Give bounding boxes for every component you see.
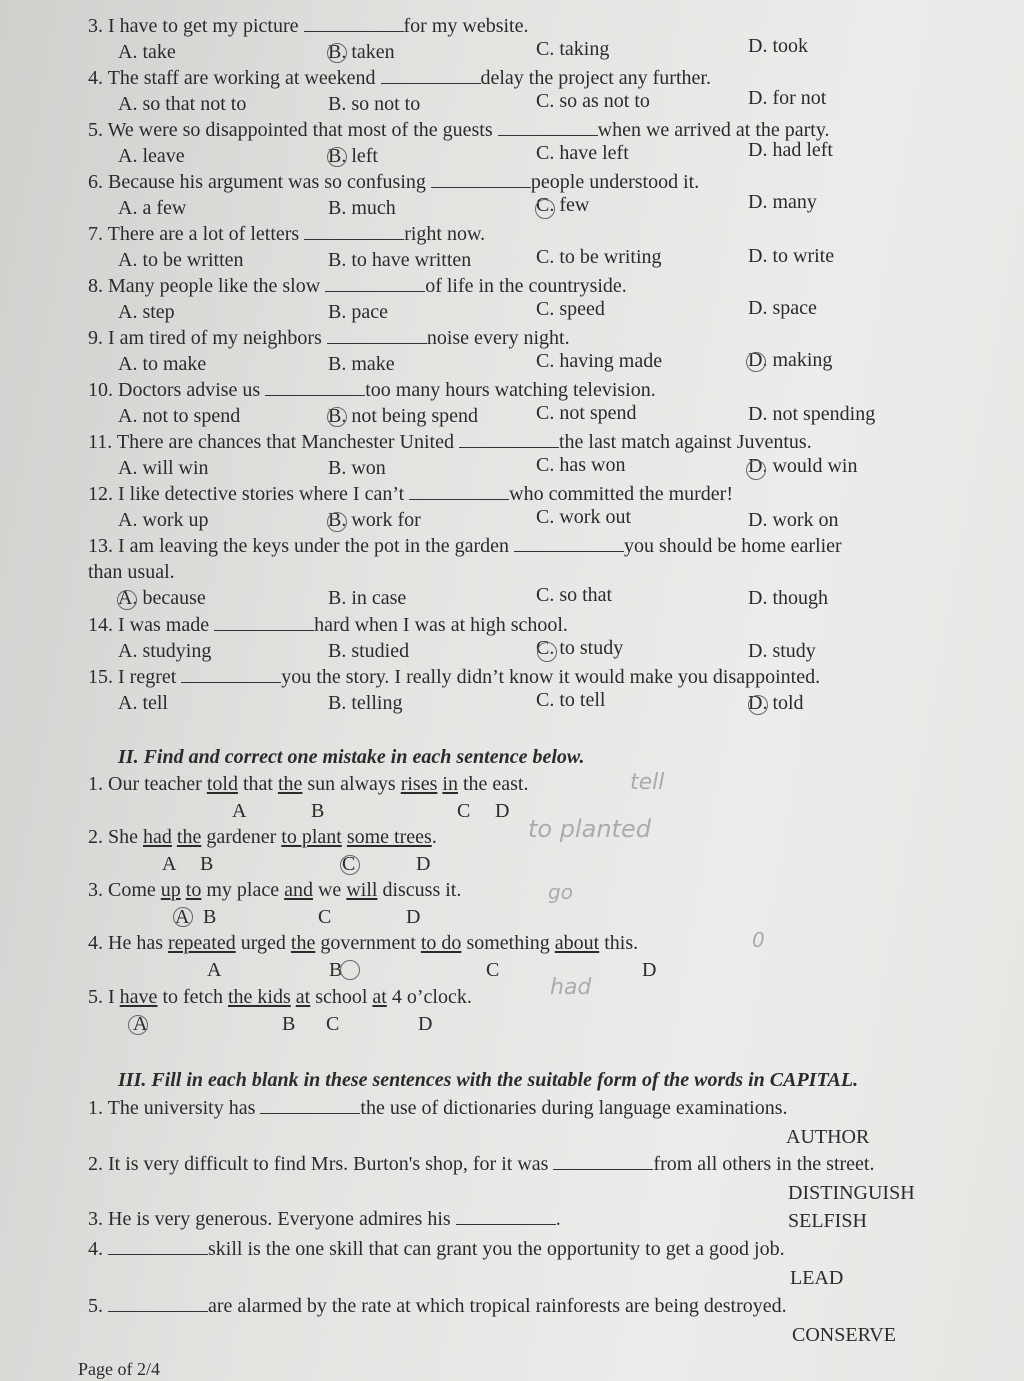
question-stem <box>88 430 812 454</box>
question-stem <box>88 482 733 506</box>
question-number: 5. <box>88 986 103 1008</box>
option-d[interactable]: D. not spending <box>748 403 876 425</box>
sentence-text: sun always <box>307 773 396 795</box>
answer-blank[interactable] <box>265 379 365 396</box>
question-text: I am leaving the keys under the pot in the garden <box>118 535 509 557</box>
underlined-part-d: about <box>554 932 600 954</box>
answer-blank[interactable] <box>108 1295 208 1312</box>
answer-mark-circle <box>340 960 360 980</box>
option-label-c[interactable]: C <box>486 959 500 981</box>
question-number: 14. <box>88 614 113 636</box>
answer-mark-circle <box>537 642 557 662</box>
option-d[interactable]: D. making <box>748 349 833 371</box>
question-stem <box>88 378 656 402</box>
answer-blank[interactable] <box>381 67 481 84</box>
sentence-text: Our teacher <box>108 773 202 795</box>
fill-sentence <box>88 1096 788 1120</box>
question-text: There are a lot of letters <box>107 223 300 245</box>
question-text: Many people like the slow <box>108 275 321 297</box>
handwritten-note: go <box>548 880 573 904</box>
option-label-b[interactable]: B <box>200 853 214 875</box>
underlined-part-d: at <box>372 986 387 1008</box>
question-text: right now. <box>404 223 486 245</box>
option-label-b[interactable]: B <box>203 906 217 928</box>
underlined-part-d: in <box>442 773 458 795</box>
option-c[interactable]: C. taking <box>536 38 610 60</box>
answer-blank[interactable] <box>304 223 404 240</box>
question-number: 9. <box>88 327 103 349</box>
sentence-text: skill is the one skill that can grant you the opportunity to get a good job. <box>208 1238 785 1260</box>
answer-mark-circle <box>746 460 766 480</box>
question-text: the last match against Juventus. <box>558 431 812 453</box>
option-c[interactable]: C. speed <box>536 298 605 320</box>
sentence-text: the east. <box>462 773 529 795</box>
question-stem <box>88 326 570 350</box>
question-text: people understood it. <box>530 171 700 193</box>
answer-mark-circle <box>327 43 347 63</box>
option-c[interactable]: C. have left <box>536 142 629 164</box>
option-label-c[interactable]: C <box>457 800 471 822</box>
question-stem <box>88 613 568 637</box>
sentence-text: She <box>108 826 138 848</box>
underlined-part-c: rises <box>400 773 438 795</box>
question-number: 4. <box>88 932 103 954</box>
option-c[interactable]: C. few <box>536 194 590 216</box>
sentence-text: 4 o’clock. <box>391 986 472 1008</box>
question-number: 10. <box>88 379 113 401</box>
mistake-sentence <box>88 931 638 955</box>
option-label-b[interactable]: B <box>311 800 325 822</box>
option-c[interactable]: C. so as not to <box>536 90 650 112</box>
question-text: I like detective stories where I can’t <box>118 483 405 505</box>
part3-heading: III. Fill in each blank in these sentences with the suitable form of the words in CAPITAL. <box>118 1069 859 1091</box>
underlined-part-d: will <box>346 879 378 901</box>
question-number: 4. <box>88 67 103 89</box>
option-d[interactable]: D. told <box>748 692 804 714</box>
mistake-sentence <box>88 985 472 1009</box>
question-text: I regret <box>118 666 177 688</box>
option-c[interactable]: C. to study <box>536 637 624 659</box>
answer-blank[interactable] <box>325 275 425 292</box>
capital-word: DISTINGUISH <box>788 1182 915 1204</box>
option-a[interactable]: A. so that not to <box>118 93 247 115</box>
option-c[interactable]: C. having made <box>536 350 663 372</box>
answer-mark-circle <box>340 855 360 875</box>
sentence-text: school <box>315 986 368 1008</box>
question-number: 5. <box>88 1295 103 1317</box>
question-text: I am tired of my neighbors <box>108 327 322 349</box>
option-label-a[interactable]: A <box>175 906 190 928</box>
answer-mark-circle <box>746 352 766 372</box>
question-text: I have to get my picture <box>108 15 299 37</box>
underlined-part-c: to do <box>420 932 462 954</box>
underlined-part-d: some trees <box>346 826 432 848</box>
fill-sentence <box>88 1294 787 1318</box>
handwritten-note: 0 <box>752 928 765 952</box>
answer-mark-circle <box>327 147 347 167</box>
answer-mark-circle <box>117 590 137 610</box>
option-a[interactable]: A. leave <box>118 145 185 167</box>
answer-mark-circle <box>327 407 347 427</box>
fill-sentence <box>88 1237 785 1261</box>
sentence-text: urged <box>240 932 286 954</box>
sentence-text: gardener <box>206 826 277 848</box>
option-b[interactable]: B. work for <box>328 509 421 531</box>
option-b[interactable]: B. studied <box>328 640 410 662</box>
option-label-d[interactable]: D <box>406 906 421 928</box>
answer-blank[interactable] <box>327 327 427 344</box>
question-stem <box>88 534 842 558</box>
answer-blank[interactable] <box>553 1153 653 1170</box>
option-d[interactable]: D. had left <box>748 139 833 161</box>
question-text: when we arrived at the party. <box>597 119 830 141</box>
option-c[interactable]: C. so that <box>536 584 613 606</box>
question-number: 3. <box>88 15 103 37</box>
sentence-text: . <box>555 1208 561 1230</box>
option-label-b[interactable]: B <box>282 1013 296 1035</box>
question-number: 8. <box>88 275 103 297</box>
answer-mark-circle <box>173 907 193 927</box>
question-number: 3. <box>88 879 103 901</box>
question-number: 7. <box>88 223 103 245</box>
option-a[interactable]: A. to be written <box>118 249 244 271</box>
option-label-a[interactable]: A <box>162 853 177 875</box>
question-stem <box>88 14 528 38</box>
answer-mark-circle <box>535 199 555 219</box>
question-text: delay the project any further. <box>480 67 711 89</box>
option-b[interactable]: B. to have written <box>328 249 472 271</box>
underlined-part-b: the <box>176 826 202 848</box>
underlined-part-a: repeated <box>167 932 236 954</box>
question-stem <box>88 170 699 194</box>
option-label-d[interactable]: D <box>416 853 431 875</box>
answer-blank[interactable] <box>108 1238 208 1255</box>
option-label-d[interactable]: D <box>418 1013 433 1035</box>
question-text: noise every night. <box>426 327 570 349</box>
question-text: Doctors advise us <box>118 379 261 401</box>
underlined-part-a: have <box>119 986 158 1008</box>
sentence-text: that <box>242 773 273 795</box>
question-number: 3. <box>88 1208 103 1230</box>
question-number: 12. <box>88 483 113 505</box>
option-b[interactable]: B. not being spend <box>328 405 478 427</box>
answer-blank[interactable] <box>214 614 314 631</box>
underlined-part-c: to plant <box>281 826 342 848</box>
capital-word: SELFISH <box>788 1210 867 1232</box>
sentence-text: something <box>466 932 550 954</box>
sentence-text: we <box>317 879 342 901</box>
question-text: who committed the murder! <box>509 483 733 505</box>
option-d[interactable]: D. took <box>748 35 808 57</box>
option-label-d[interactable]: D <box>642 959 657 981</box>
option-d[interactable]: D. for not <box>748 87 827 109</box>
option-b[interactable]: B. won <box>328 457 386 479</box>
option-d[interactable]: D. to write <box>748 245 835 267</box>
question-text: I was made <box>118 614 210 636</box>
option-a[interactable]: A. because <box>118 587 206 609</box>
underlined-part-a: had <box>143 826 172 848</box>
question-text: you should be home earlier <box>624 535 842 557</box>
answer-blank[interactable] <box>181 666 281 683</box>
question-number: 5. <box>88 119 103 141</box>
option-c[interactable]: C. has won <box>536 454 626 476</box>
question-number: 4. <box>88 1238 103 1260</box>
option-d[interactable]: D. though <box>748 587 828 609</box>
answer-mark-circle <box>748 695 768 715</box>
option-b[interactable]: B. make <box>328 353 395 375</box>
option-b[interactable]: B. taken <box>328 41 395 63</box>
sentence-text: Come <box>108 879 156 901</box>
mistake-sentence <box>88 825 437 849</box>
option-label-a[interactable]: A <box>133 1013 148 1035</box>
option-label-c[interactable]: C <box>318 906 332 928</box>
option-label-a[interactable]: A <box>207 959 222 981</box>
question-number: 1. <box>88 1097 103 1119</box>
answer-blank[interactable] <box>514 535 624 552</box>
sentence-text: The university has <box>107 1097 256 1119</box>
option-a[interactable]: A. take <box>118 41 176 63</box>
question-text: hard when I was at high school. <box>314 614 568 636</box>
option-c[interactable]: C. to tell <box>536 689 606 711</box>
question-number: 6. <box>88 171 103 193</box>
option-label-c[interactable]: C <box>342 853 356 875</box>
option-b[interactable]: B. in case <box>328 587 407 609</box>
mistake-sentence <box>88 878 461 902</box>
question-stem <box>88 66 711 90</box>
underlined-part-a: up <box>160 879 181 901</box>
option-a[interactable]: A. tell <box>118 692 168 714</box>
part2-heading: II. Find and correct one mistake in each sentence below. <box>118 746 585 768</box>
fill-sentence <box>88 1207 561 1231</box>
answer-mark-circle <box>128 1015 148 1035</box>
sentence-text: . <box>431 826 437 848</box>
question-number: 15. <box>88 666 113 688</box>
question-stem <box>88 222 485 246</box>
option-label-d[interactable]: D <box>495 800 510 822</box>
underlined-part-c: and <box>284 879 313 901</box>
option-a[interactable]: A. not to spend <box>118 405 241 427</box>
handwritten-note: tell <box>630 770 665 795</box>
option-b[interactable]: B. telling <box>328 692 403 714</box>
answer-blank[interactable] <box>304 15 404 32</box>
question-number: 13. <box>88 535 113 557</box>
option-b[interactable]: B. pace <box>328 301 388 323</box>
answer-blank[interactable] <box>409 483 509 500</box>
option-a[interactable]: A. a few <box>118 197 187 219</box>
question-text: The staff are working at weekend <box>107 67 376 89</box>
question-stem <box>88 274 627 298</box>
sentence-text: my place <box>206 879 280 901</box>
option-b[interactable]: B. so not to <box>328 93 421 115</box>
option-a[interactable]: A. will win <box>118 457 209 479</box>
underlined-part-b: the <box>277 773 303 795</box>
sentence-text: It is very difficult to find Mrs. Burton's shop, for it was <box>108 1153 549 1175</box>
page-footer: Page of 2/4 <box>78 1359 160 1379</box>
question-number: 2. <box>88 1153 103 1175</box>
question-number: 1. <box>88 773 103 795</box>
option-label-b[interactable]: B <box>329 959 343 981</box>
option-d[interactable]: D. work on <box>748 509 839 531</box>
option-a[interactable]: A. step <box>118 301 175 323</box>
option-a[interactable]: A. to make <box>118 353 207 375</box>
question-text: too many hours watching television. <box>365 379 656 401</box>
sentence-text: He has <box>108 932 163 954</box>
option-a[interactable]: A. work up <box>118 509 209 531</box>
capital-word: CONSERVE <box>792 1324 896 1346</box>
option-d[interactable]: D. many <box>748 191 817 213</box>
option-b[interactable]: B. much <box>328 197 396 219</box>
question-text: There are chances that Manchester United <box>116 431 454 453</box>
sentence-text: to fetch <box>162 986 223 1008</box>
answer-mark-circle <box>327 512 347 532</box>
sentence-text: He is very generous. Everyone admires his <box>108 1208 451 1230</box>
question-text: We were so disappointed that most of the guests <box>107 119 493 141</box>
question-stem <box>88 118 830 142</box>
underlined-part-c: at <box>295 986 311 1008</box>
underlined-part-b: the <box>290 932 316 954</box>
sentence-text: discuss it. <box>382 879 462 901</box>
handwritten-note: to planted <box>528 815 651 843</box>
option-c[interactable]: C. not spend <box>536 402 637 424</box>
option-c[interactable]: C. to be writing <box>536 246 662 268</box>
underlined-part-b: to <box>185 879 202 901</box>
option-d[interactable]: D. would win <box>748 455 858 477</box>
answer-blank[interactable] <box>459 431 559 448</box>
sentence-text: from all others in the street. <box>653 1153 875 1175</box>
sentence-text: are alarmed by the rate at which tropical rainforests are being destroyed. <box>208 1295 787 1317</box>
answer-blank[interactable] <box>456 1208 556 1225</box>
handwritten-note: had <box>550 975 592 1000</box>
underlined-part-a: told <box>206 773 238 795</box>
sentence-text: this. <box>604 932 639 954</box>
mistake-sentence <box>88 772 528 796</box>
fill-sentence <box>88 1152 874 1176</box>
question-text: for my website. <box>403 15 529 37</box>
option-a[interactable]: A. studying <box>118 640 212 662</box>
sentence-text: government <box>320 932 416 954</box>
option-d[interactable]: D. space <box>748 297 817 319</box>
question-number: 11. <box>88 431 113 453</box>
question-stem <box>88 665 820 689</box>
answer-blank[interactable] <box>431 171 531 188</box>
question-text: you the story. I really didn’t know it would make you disappointed. <box>281 666 821 688</box>
question-text: of life in the countryside. <box>425 275 627 297</box>
option-c[interactable]: C. work out <box>536 506 631 528</box>
capital-word: AUTHOR <box>786 1126 870 1148</box>
question-number: 2. <box>88 826 103 848</box>
answer-blank[interactable] <box>260 1097 360 1114</box>
option-label-c[interactable]: C <box>326 1013 340 1035</box>
option-d[interactable]: D. study <box>748 640 816 662</box>
option-b[interactable]: B. left <box>328 145 378 167</box>
sentence-text: I <box>108 986 115 1008</box>
question-stem-continued: than usual. <box>88 561 175 583</box>
answer-blank[interactable] <box>498 119 598 136</box>
question-text: Because his argument was so confusing <box>108 171 426 193</box>
sentence-text: the use of dictionaries during language examinations. <box>360 1097 788 1119</box>
underlined-part-b: the kids <box>227 986 291 1008</box>
capital-word: LEAD <box>790 1267 844 1289</box>
option-label-a[interactable]: A <box>232 800 247 822</box>
